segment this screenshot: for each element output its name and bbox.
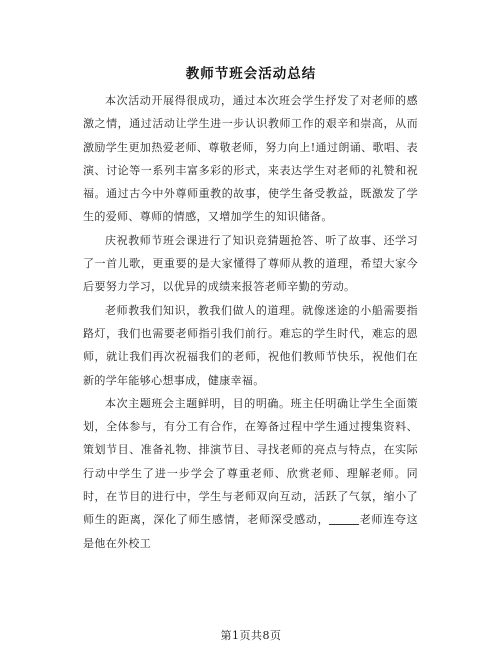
paragraph-4-text: 本次主题班会主题鲜明，目的明确。班主任明确让学生全面策划，全体参与，有分工有合作，在筹备过程中学生通过搜集资料、策划节目、准备礼物、排演节目、寻找老师的亮点与特点，在实际行动中学生了进一步学会了尊重老师、欣赏老师、理解老师。同时，在节目的进行中，学生与老师双向互动，活跃了气氛，缩小了师生的距离，深化了师生感情，老师深受感动， bbox=[83, 396, 418, 527]
document-body bbox=[83, 89, 418, 555]
fill-in-blank bbox=[329, 512, 359, 525]
document-title: 教师节班会活动总结 bbox=[185, 66, 317, 82]
paragraph-4 bbox=[83, 392, 418, 555]
paragraph-3: 老师教我们知识，教我们做人的道理。就像迷途的小船需要指路灯，我们也需要老师指引我们前行。难忘的学生时代，难忘的恩师，就让我们再次祝福我们的老师，祝他们教师节快乐，祝他们在新的学年能够心想事成，健康幸福。 bbox=[83, 303, 418, 387]
paragraph-4-tail: 老师连夸这是他在外校工 bbox=[83, 513, 418, 550]
paragraph-1: 本次活动开展得很成功，通过本次班会学生抒发了对老师的感激之情，通过活动让学生进一步认识教师工作的艰辛和崇高，从而激励学生更加热爱老师、尊敬老师，努力向上!通过朗诵、歌唱、表演、讨论等一系列丰富多彩的形式，来表达学生对老师的礼赞和祝福。通过古今中外尊师重教的故事，使学生备受教益，既激发了学生的爱师、尊师的情感，又增加学生的知识储备。 bbox=[83, 94, 418, 224]
paragraph-2: 庆祝教师节班会课进行了知识竞猜题抢答、听了故事、还学习了一首儿歌，更重要的是大家懂得了尊师从教的道理，希望大家今后要努力学习，以优异的成绩来报答老师辛勤的劳动。 bbox=[83, 233, 418, 294]
page-number-footer: 第1页共8页 bbox=[220, 629, 282, 642]
